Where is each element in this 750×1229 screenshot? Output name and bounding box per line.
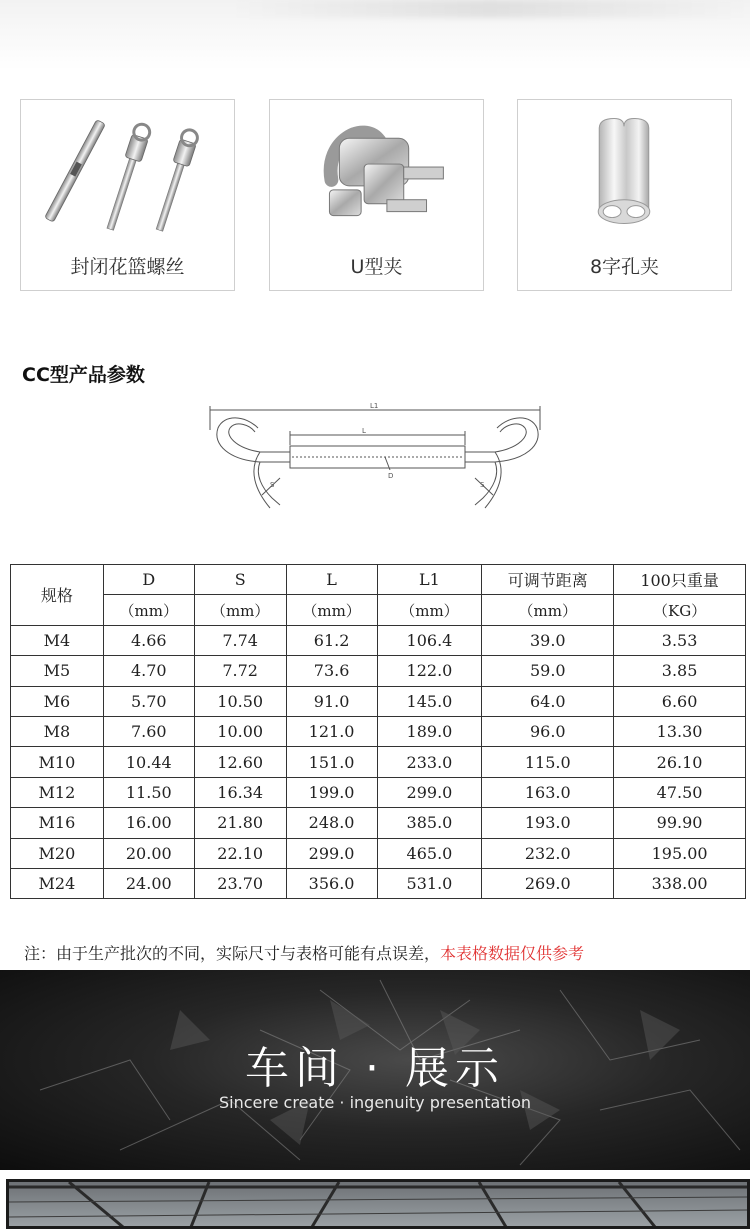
table-cell: 7.74 [194, 625, 286, 655]
disclaimer-note [24, 941, 584, 964]
spec-size-cell: M6 [11, 686, 104, 716]
banner-title: 车间 · 展示 [245, 1043, 505, 1094]
table-cell: 16.34 [194, 777, 286, 807]
table-unit-row [11, 595, 746, 625]
unit-cell: （mm） [194, 595, 286, 625]
table-cell: 385.0 [377, 808, 482, 838]
table-cell: 6.60 [614, 686, 746, 716]
table-cell: 47.50 [614, 777, 746, 807]
section-title: CC型产品参数 [22, 364, 145, 386]
table-cell: 11.50 [103, 777, 194, 807]
table-row [11, 777, 746, 807]
table-cell: 195.00 [614, 838, 746, 868]
table-cell: 59.0 [482, 656, 614, 686]
table-cell: 248.0 [286, 808, 377, 838]
table-cell: 64.0 [482, 686, 614, 716]
table-cell: 115.0 [482, 747, 614, 777]
product-caption: 8字孔夹 [589, 256, 660, 278]
table-row [11, 747, 746, 777]
table-row [11, 808, 746, 838]
col-header-l: L [286, 565, 377, 595]
table-cell: 20.00 [103, 838, 194, 868]
table-row [11, 868, 746, 898]
table-cell: 7.60 [103, 716, 194, 746]
table-cell: 24.00 [103, 868, 194, 898]
table-cell: 21.80 [194, 808, 286, 838]
table-cell: 121.0 [286, 716, 377, 746]
table-header-row [11, 565, 746, 595]
col-header-l1: L1 [377, 565, 482, 595]
spec-size-cell: M20 [11, 838, 104, 868]
table-cell: 269.0 [482, 868, 614, 898]
table-cell: 91.0 [286, 686, 377, 716]
table-cell: 4.66 [103, 625, 194, 655]
label-s-left: S [270, 481, 275, 489]
turnbuckle-dimension-diagram [200, 400, 550, 520]
table-cell: 96.0 [482, 716, 614, 746]
table-row [11, 656, 746, 686]
unit-cell: （mm） [286, 595, 377, 625]
table-cell: 22.10 [194, 838, 286, 868]
unit-cell: （mm） [377, 595, 482, 625]
table-cell: 3.85 [614, 656, 746, 686]
table-row [11, 686, 746, 716]
col-header-s: S [194, 565, 286, 595]
table-cell: 5.70 [103, 686, 194, 716]
table-row [11, 716, 746, 746]
label-d: D [388, 472, 394, 480]
table-cell: 531.0 [377, 868, 482, 898]
product-caption: U型夹 [350, 256, 403, 278]
spec-size-cell: M10 [11, 747, 104, 777]
table-row [11, 838, 746, 868]
table-cell: 465.0 [377, 838, 482, 868]
table-cell: 73.6 [286, 656, 377, 686]
table-cell: 193.0 [482, 808, 614, 838]
table-cell: 189.0 [377, 716, 482, 746]
table-cell: 338.00 [614, 868, 746, 898]
workshop-banner [0, 970, 750, 1170]
spec-size-cell: M5 [11, 656, 104, 686]
spec-size-cell: M24 [11, 868, 104, 898]
table-cell: 39.0 [482, 625, 614, 655]
table-cell: 4.70 [103, 656, 194, 686]
figure8-sleeve-image [518, 100, 731, 242]
unit-cell: （KG） [614, 595, 746, 625]
table-cell: 106.4 [377, 625, 482, 655]
unit-cell: （mm） [103, 595, 194, 625]
table-cell: 10.44 [103, 747, 194, 777]
banner-subtitle: Sincere create · ingenuity presentation [219, 1093, 531, 1112]
table-cell: 232.0 [482, 838, 614, 868]
table-cell: 10.50 [194, 686, 286, 716]
table-row [11, 625, 746, 655]
product-card-figure8-sleeve[interactable] [517, 99, 732, 291]
u-clamp-image [270, 100, 483, 242]
product-card-u-clamp[interactable] [269, 99, 484, 291]
table-cell: 299.0 [286, 838, 377, 868]
spec-size-cell: M12 [11, 777, 104, 807]
table-cell: 151.0 [286, 747, 377, 777]
label-l1: L1 [370, 402, 379, 410]
product-caption: 封闭花篮螺丝 [70, 256, 185, 278]
table-cell: 99.90 [614, 808, 746, 838]
spec-size-cell: M8 [11, 716, 104, 746]
spec-table [10, 564, 746, 899]
table-cell: 145.0 [377, 686, 482, 716]
spec-size-cell: M16 [11, 808, 104, 838]
col-header-weight: 100只重量 [614, 565, 746, 595]
note-highlight: 本表格数据仅供参考 [440, 944, 585, 963]
col-header-d: D [103, 565, 194, 595]
table-cell: 122.0 [377, 656, 482, 686]
workshop-photo [6, 1179, 750, 1229]
table-cell: 7.72 [194, 656, 286, 686]
table-cell: 163.0 [482, 777, 614, 807]
product-card-closed-turnbuckle[interactable] [20, 99, 235, 291]
label-l: L [362, 427, 366, 435]
note-text: 注：由于生产批次的不同，实际尺寸与表格可能有点误差， [24, 944, 441, 963]
table-cell: 23.70 [194, 868, 286, 898]
col-header-adjust: 可调节距离 [482, 565, 614, 595]
top-banner-fade [0, 0, 750, 70]
table-cell: 26.10 [614, 747, 746, 777]
table-cell: 13.30 [614, 716, 746, 746]
table-cell: 61.2 [286, 625, 377, 655]
label-s-right: S [480, 481, 485, 489]
table-cell: 299.0 [377, 777, 482, 807]
table-cell: 199.0 [286, 777, 377, 807]
table-cell: 16.00 [103, 808, 194, 838]
unit-cell: （mm） [482, 595, 614, 625]
table-cell: 12.60 [194, 747, 286, 777]
spec-header-cell: 规格 [11, 565, 104, 626]
table-cell: 3.53 [614, 625, 746, 655]
spec-size-cell: M4 [11, 625, 104, 655]
closed-turnbuckle-image [21, 100, 234, 242]
workshop-roof-image [9, 1182, 750, 1229]
table-cell: 233.0 [377, 747, 482, 777]
table-cell: 356.0 [286, 868, 377, 898]
table-cell: 10.00 [194, 716, 286, 746]
